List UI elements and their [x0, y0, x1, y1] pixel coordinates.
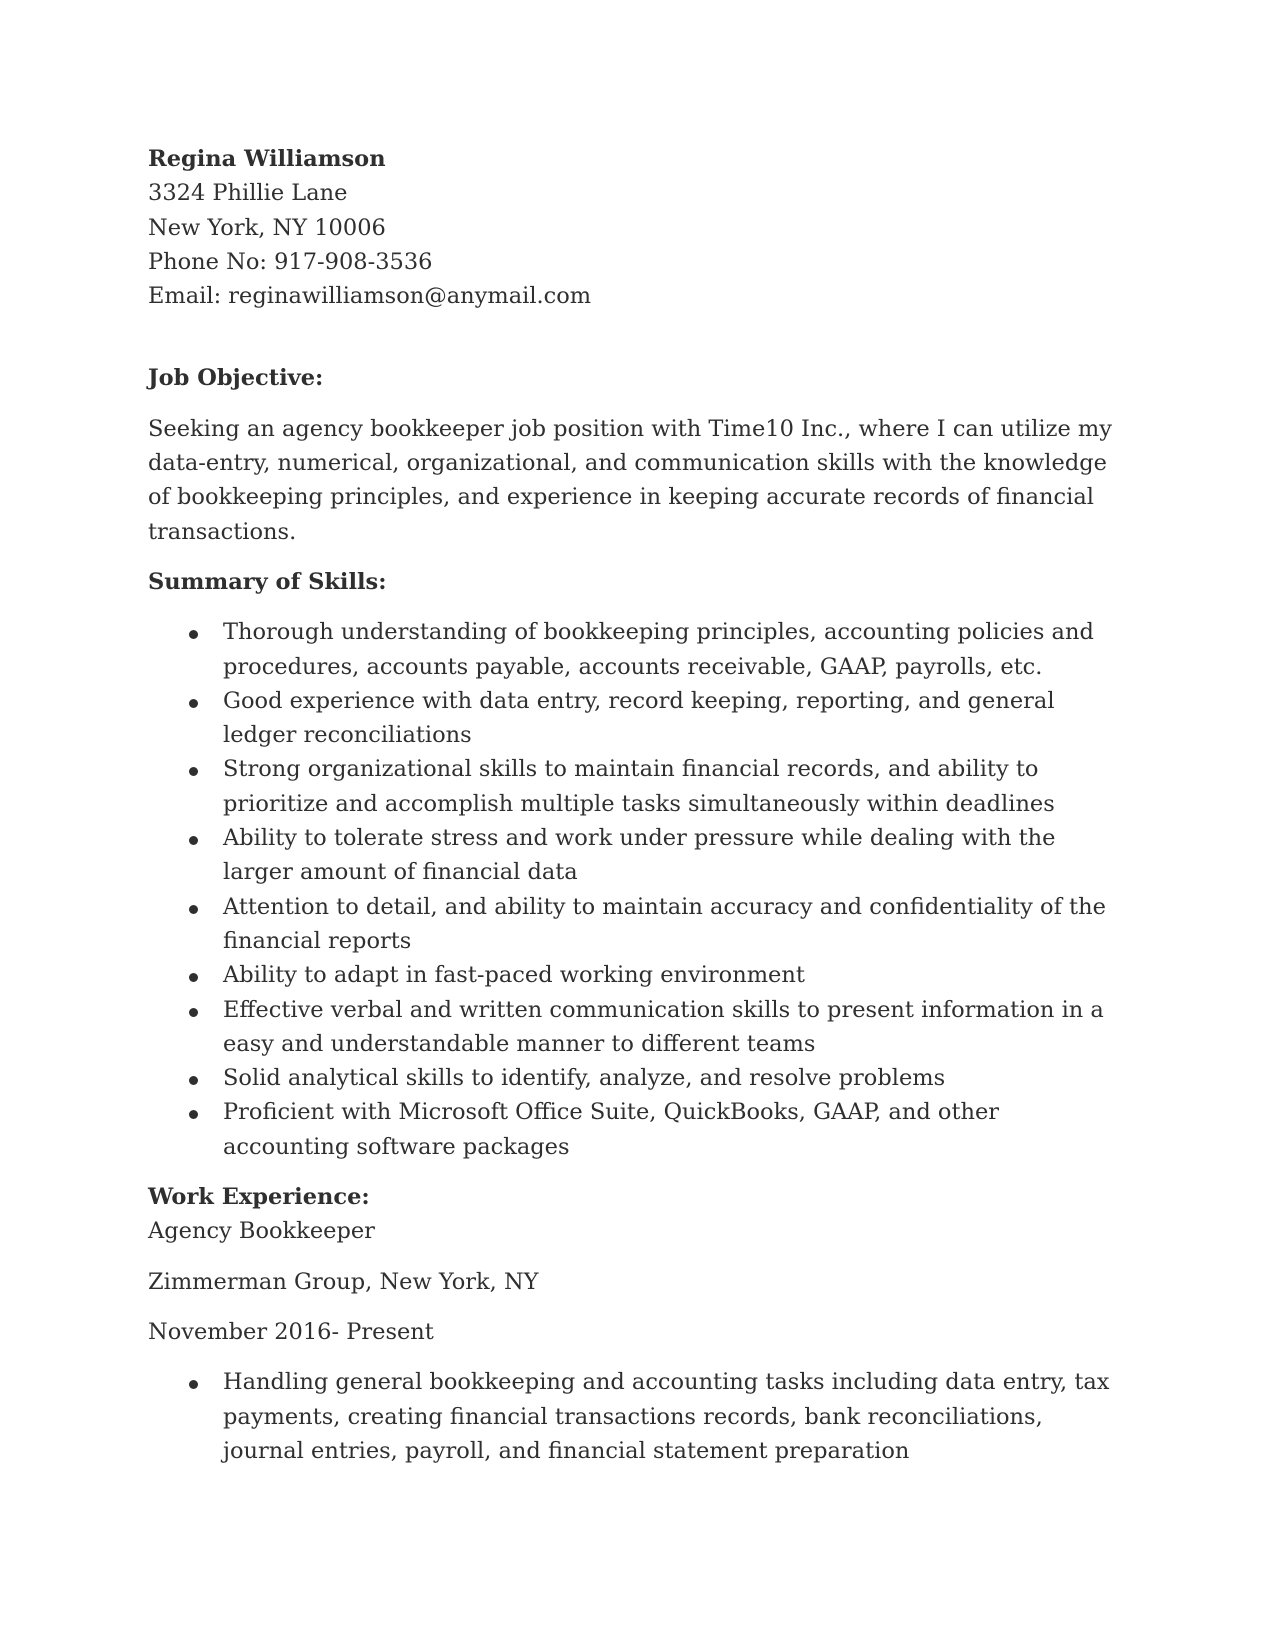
email-address: Email: reginawilliamson@anymail.com	[148, 283, 592, 310]
experience-list	[148, 1365, 1128, 1468]
section-spacer	[148, 313, 1128, 361]
list-item	[148, 684, 1128, 753]
list-item	[148, 821, 1128, 890]
bullet-icon	[189, 1008, 198, 1017]
skills-heading: Summary of Skills:	[148, 568, 387, 595]
experience-text: Handling general bookkeeping and accounting tasks including data entry, tax payments, creating financial transactions records, bank reconciliations, journal entries, payroll, and financial statement preparation	[223, 1369, 1110, 1464]
objective-section	[148, 361, 1128, 548]
bullet-icon	[189, 836, 198, 845]
skill-text: Good experience with data entry, record keeping, reporting, and general ledger reconciliations	[223, 687, 1055, 749]
bullet-icon	[189, 905, 198, 914]
skill-text: Effective verbal and written communication skills to present information in a easy and understandable manner to different teams	[223, 996, 1104, 1057]
objective-heading: Job Objective:	[148, 365, 324, 392]
list-item	[148, 1365, 1128, 1468]
list-item	[148, 958, 1128, 992]
list-item	[148, 752, 1128, 821]
bullet-icon	[189, 973, 198, 982]
skills-list	[148, 615, 1128, 1164]
company-location: Zimmerman Group, New York, NY	[148, 1268, 539, 1295]
list-item	[148, 993, 1128, 1062]
list-item	[148, 890, 1128, 959]
job-title: Agency Bookkeeper	[148, 1218, 375, 1245]
bullet-icon	[189, 699, 198, 708]
bullet-icon	[189, 1110, 198, 1119]
skill-text: Strong organizational skills to maintain financial records, and ability to prioritize and accomplish multiple tasks simultaneously within deadlines	[223, 756, 1055, 817]
experience-heading: Work Experience:	[148, 1184, 370, 1211]
candidate-name: Regina Williamson	[148, 146, 386, 172]
skill-text: Ability to tolerate stress and work under pressure while dealing with the larger amount of financial data	[223, 825, 1056, 886]
skill-text: Thorough understanding of bookkeeping principles, accounting policies and procedures, accounts payable, accounts receivable, GAAP, payrolls, etc.	[223, 619, 1094, 680]
skill-text: Solid analytical skills to identify, analyze, and resolve problems	[223, 1065, 946, 1092]
bullet-icon	[189, 1076, 198, 1085]
address-line-1: 3324 Phillie Lane	[148, 180, 348, 207]
bullet-icon	[189, 1380, 198, 1389]
contact-block	[148, 142, 1128, 313]
bullet-icon	[189, 630, 198, 639]
bullet-icon	[189, 767, 198, 776]
address-line-2: New York, NY 10006	[148, 214, 386, 241]
skill-text: Proficient with Microsoft Office Suite, QuickBooks, GAAP, and other accounting software packages	[223, 1099, 1000, 1160]
objective-text: Seeking an agency bookkeeper job position with Time10 Inc., where I can utilize my data-entry, numerical, organizational, and communication skills with the knowledge of bookkeeping principles, and experience in keeping accurate records of financial transactions.	[148, 415, 1112, 545]
phone-number: Phone No: 917-908-3536	[148, 248, 433, 275]
employment-dates: November 2016- Present	[148, 1318, 434, 1345]
skill-text: Attention to detail, and ability to maintain accuracy and confidentiality of the financial reports	[223, 893, 1106, 954]
resume-page	[148, 142, 1128, 1468]
experience-section	[148, 1180, 1128, 1468]
list-item	[148, 1061, 1128, 1095]
list-item	[148, 1095, 1128, 1164]
skills-section	[148, 565, 1128, 1164]
list-item	[148, 615, 1128, 684]
skill-text: Ability to adapt in fast-paced working environment	[223, 962, 805, 989]
